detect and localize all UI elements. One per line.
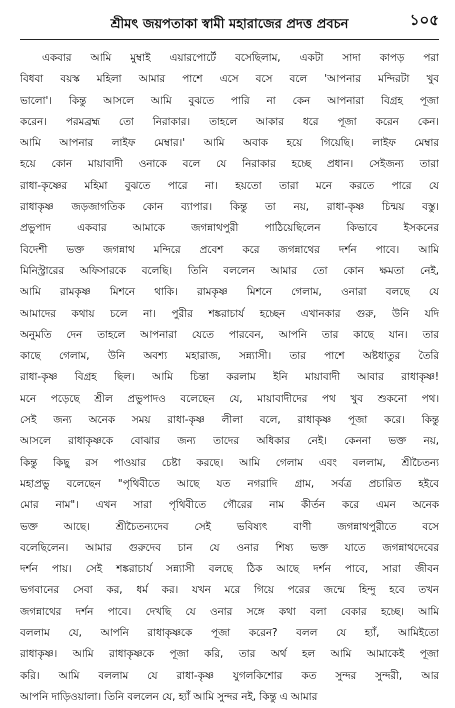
text-line: জগন্নাথের দর্শন পাবে। দেখছি যে ওনার সঙ্গে কথা বলা বেকার হচ্ছে। আমি [20,605,439,618]
page-header [20,10,439,36]
text-line: কিন্তু কিছু রস পাওয়ার চেষ্টা করছে। আমি গেলাম এবং বললাম, শ্রীচৈতন্য [20,456,439,469]
text-line: হয়ে কোন মায়াবাদী ওনাকে বলে যে নিরাকার হচ্ছে প্রধান। সেইজন্য তারা [20,158,439,171]
text-line: দর্শন পায়। সেই শঙ্করাচার্য সন্ন্যাসী বলছে ঠিক আছে দর্শন পাবে, সারা জীবন [20,563,439,576]
text-line: বলেছিলেন। আমার গুরুদেব চান যে ওনার শিষ্য ভক্ত যাতে জগন্নাথদেবের [20,541,439,554]
text-line: আমি রামকৃষ্ণ মিশনে থাকি। রামকৃষ্ণ মিশনে গেলাম, ওনারা বলছে যে [20,286,439,299]
text-line: একবার আমি মুম্বাই এয়ারপোর্টে বসেছিলাম, একটা সাদা কাপড় পরা [42,52,439,64]
text-line: মনে পড়েছে শ্রীল প্রভুপাদও বলেছেন যে, মায়াবাদীদের পথ খুব শুকনো পথ। [20,392,439,405]
text-line: রাধাকৃষ্ণ। আমি রাধাকৃষ্ণকে পূজা করি, তার অর্থ হল আমি আমাকেই পূজা [20,648,439,661]
text-line: ভক্ত আছে। শ্রীচৈতন্যদেব সেই ভবিষ্যৎ বাণী জগন্নাথপুরীতে বসে [20,520,439,533]
text-line: রাধা-কৃষ্ণ বিগ্রহ ছিল। আমি চিন্তা করলাম ইনি মায়াবাদী আবার রাধাকৃষ্ণ! [20,371,439,384]
text-line: ভগবানের সেবা কর, ধর্ম কর। যখন মরে গিয়ে পরের জন্মে হিন্দু হবে তখন [20,584,439,597]
text-line: মোর নাম"। এখন সারা পৃথিবীতে গৌরের নাম কীর্তন করে এমন অনেক [20,499,439,512]
text-line: সেই জন্য অনেক সময় রাধা-কৃষ্ণ লীলা বলে, রাধাকৃষ্ণ পূজা করে। কিন্তু [20,414,439,427]
text-line: আসলে রাধাকৃষ্ণকে বোঝার জন্য তাদের অধিকার নেই। কেননা ভক্ত নয়, [20,435,439,448]
text-line: বিদেশী ভক্ত জগন্নাথ মন্দিরে প্রবেশ করে জগন্নাথের দর্শন পাবে। আমি [20,243,439,256]
text-line: আমাদের কথায় চলে না। পুরীর শঙ্করাচার্য হচ্ছেন এখানকার গুরু, উনি যদি [20,307,439,320]
running-head: শ্রীমৎ জয়পতাকা স্বামী মহারাজের প্রদত্ত প্রবচন [110,17,349,32]
text-line: রাধা-কৃষ্ণের মহিমা বুঝতে পারে না। হয়তো তারা মনে করতে পারে যে [20,179,439,192]
text-line: বিধবা বয়স্ক মহিলা আমার পাশে এসে বসে বলে 'আপনার মন্দিরটা খুব [20,73,439,86]
text-line: বললাম যে, আপনি রাধাকৃষ্ণকে পূজা করেন? বলল যে হ্যাঁ, আমিইতো [20,627,439,640]
text-line: আপনি দাড়িওয়ালা। তিনি বললেন যে, হ্যাঁ আমি সুন্দর নই, কিন্তু এ আমার [20,690,318,703]
text-line: আমি আপনার লাইফ মেম্বার।' আমি অবাক হয়ে গিয়েছি। লাইফ মেম্বার [20,137,439,150]
text-line: ভালো'। কিন্তু আসলে আমি বুঝতে পারি না কেন আপনারা বিগ্রহ পূজা [20,94,439,107]
text-line: কাছে গেলাম, উনি অবশ্য মহারাজ, সন্ন্যাসী। তার পাশে অষ্টধাতুর তৈরি [20,350,439,363]
text-line: করি। আমি বললাম যে রাধা-কৃষ্ণ যুগলকিশোর কত সুন্দর সুন্দরী, আর [20,669,439,682]
text-line: অনুমতি দেন তাহলে আপনারা যেতে পারবেন, আপনি তার কাছে যান। তার [20,328,439,341]
text-line: প্রভুপাদ একবার আমাকে জগন্নাথপুরী পাঠিয়েছিলেন কিভাবে ইসকনের [20,222,439,235]
page-number: ১০৫ [409,11,439,29]
text-line: রাধাকৃষ্ণ জড়জাগতিক কোন ব্যাপার। কিন্তু তা নয়, রাধা-কৃষ্ণ চিন্ময় বস্তু। [20,201,439,214]
header-rule [20,39,439,40]
text-line: করেন। পরমব্রহ্ম তো নিরাকার। তাহলে আকার ধরে পূজা করেন কেন। [20,115,439,128]
text-line: মিনিস্ট্রারের অফিসারকে বলেছি। তিনি বললেন আমার তো কোন ক্ষমতা নেই, [20,264,439,277]
body-paragraph [20,48,439,708]
text-line: মহাপ্রভু বলেছেন "পৃথিবীতে আছে যত নগরাদি গ্রাম, সর্বত্র প্রচারিত হইবে [20,477,439,490]
